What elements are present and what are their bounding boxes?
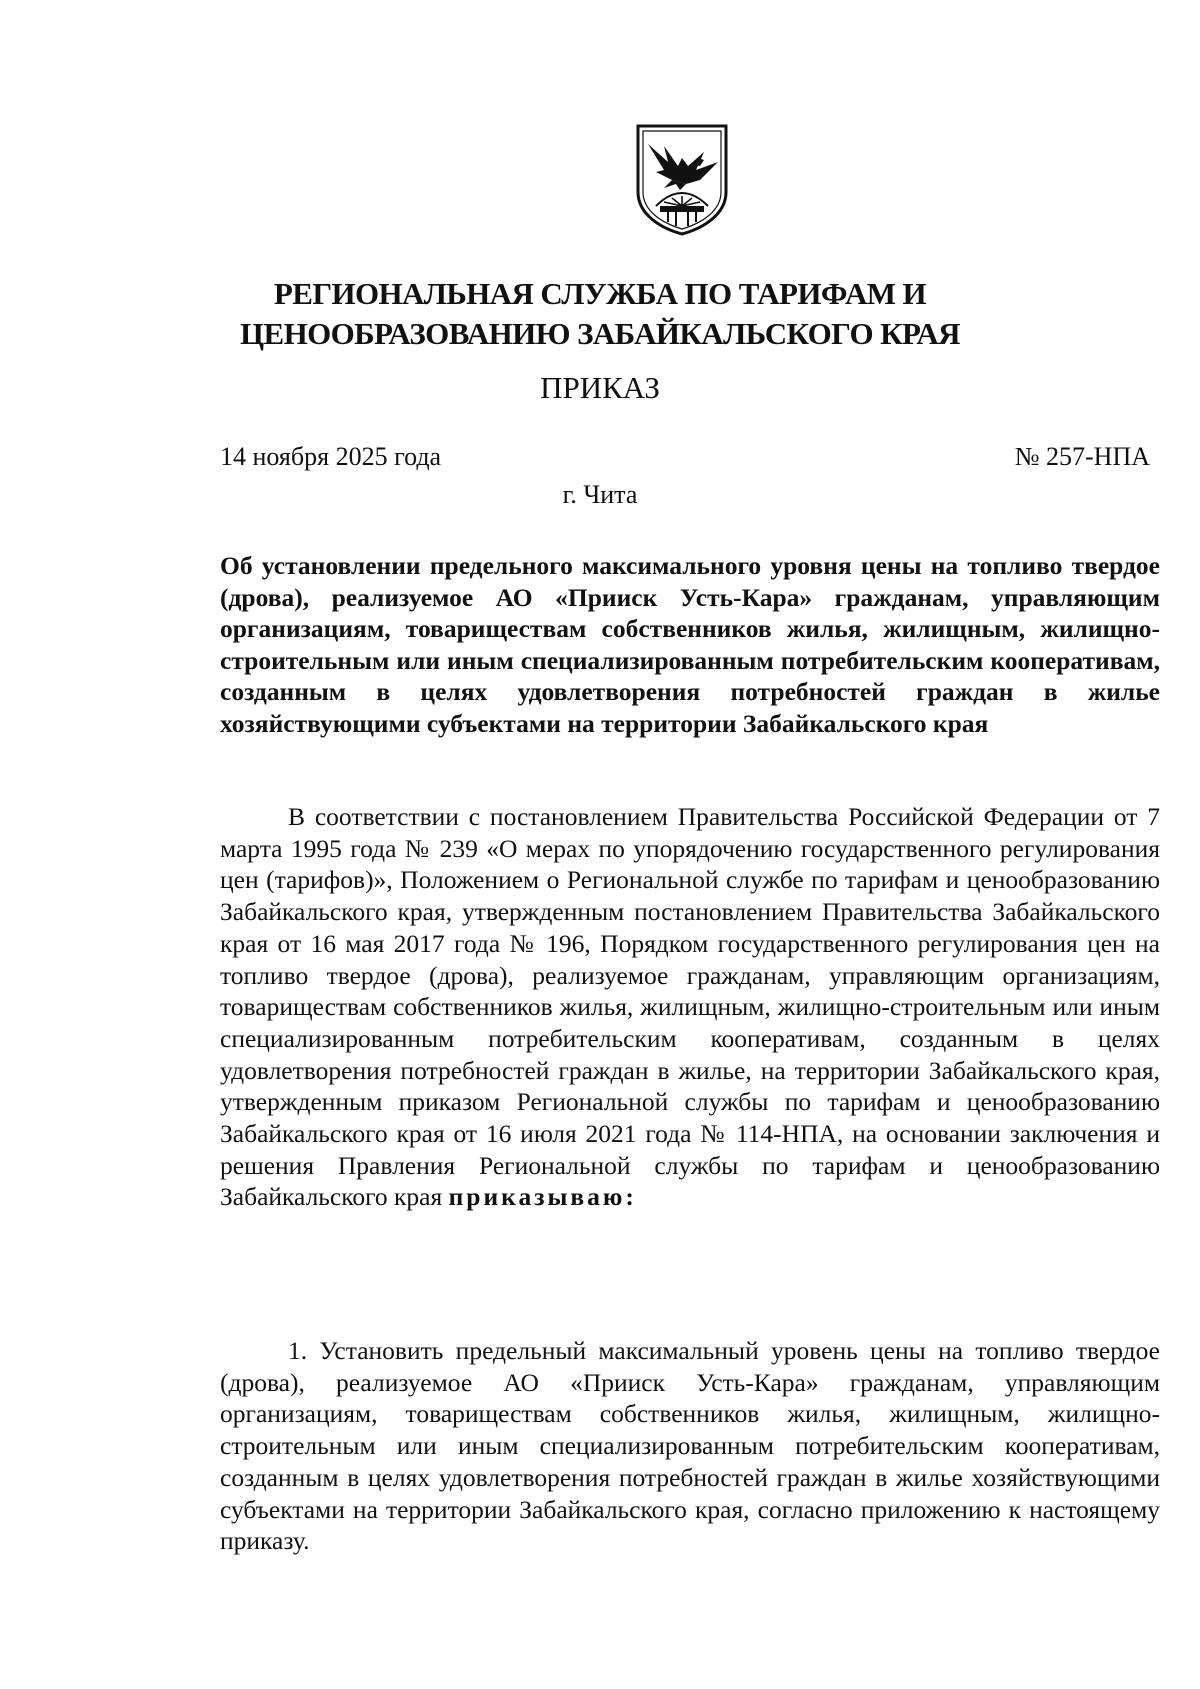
- coat-of-arms-icon: [634, 122, 730, 238]
- preamble-text: В соответствии с постановлением Правительства Российской Федерации от 7 марта 1995 года № 239 «О мерах по упорядочению государственного регулирования цен (тарифов)», Положением о Региональной службе по тарифам и ценообразованию Забайкальского края, утвержденным постановлением Правительства Забайкальского края от 16 мая 2017 года № 196, Порядком государственного регулирования цен на топливо твердое (дрова), реализуемое гражданам, управляющим организациям, товариществам собственников жилья, жилищным, жилищно-строительным или иным специализированным потребительским кооперативам, созданным в целях удовлетворения потребностей граждан в жилье, на территории Забайкальского края, утвержденным приказом Региональной службы по тарифам и ценообразованию Забайкальского края от 16 июля 2021 года № 114-НПА, на основании заключения и решения Правления Региональной службы по тарифам и ценообразованию Забайкальского края: [220, 802, 1160, 1212]
- order-word: приказываю:: [448, 1182, 637, 1212]
- document-date: 14 ноября 2025 года: [220, 442, 442, 471]
- document-number: № 257-НПА: [1014, 442, 1150, 471]
- organization-title-line-2: ЦЕНООБРАЗОВАНИЮ ЗАБАЙКАЛЬСКОГО КРАЯ: [240, 316, 960, 351]
- organization-title-line-1: РЕГИОНАЛЬНАЯ СЛУЖБА ПО ТАРИФАМ И: [273, 276, 927, 311]
- document-city: г. Чита: [562, 480, 638, 509]
- preamble-paragraph: [220, 801, 1160, 1213]
- document-subject: Об установлении предельного максимального уровня цены на топливо твердое (дрова), реализуемое АО «Прииск Усть-Кара» гражданам, управляющим организациям, товариществам собственников жилья, жилищным, жилищно-строительным или иным специализированным потребительским кооперативам, созданным в целях удовлетворения потребностей граждан в жилье хозяйствующими субъектами на территории Забайкальского края: [220, 551, 1160, 738]
- order-item-1: 1. Установить предельный максимальный уровень цены на топливо твердое (дрова), реализуемое АО «Прииск Усть-Кара» гражданам, управляющим организациям, товариществам собственников жилья, жилищным, жилищно-строительным или иным специализированным потребительским кооперативам, созданным в целях удовлетворения потребностей граждан в жилье хозяйствующими субъектами на территории Забайкальского края, согласно приложению к настоящему приказу.: [220, 1336, 1160, 1556]
- document-type: ПРИКАЗ: [540, 370, 660, 405]
- organization-title: [200, 274, 1000, 354]
